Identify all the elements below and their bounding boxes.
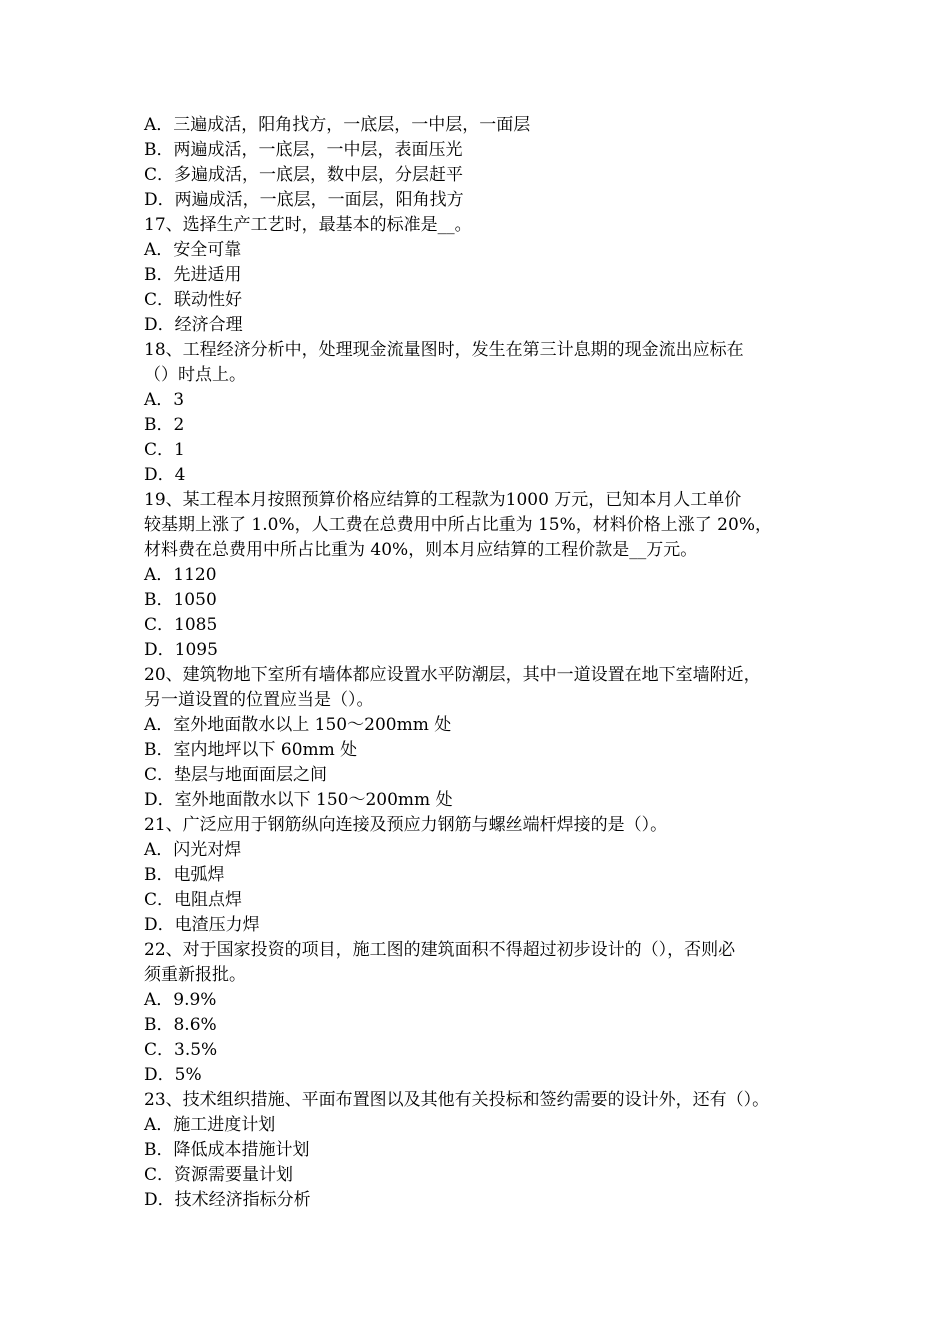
option-line: D．5% xyxy=(144,1065,202,1085)
option-line: D．技术经济指标分析 xyxy=(144,1190,311,1210)
option-line: C．1 xyxy=(144,440,185,460)
option-line: C．多遍成活，一底层，数中层，分层赶平 xyxy=(144,165,464,185)
question-22: 22、对于国家投资的项目，施工图的建筑面积不得超过初步设计的（），否则必 xyxy=(144,940,736,960)
option-line: A．9.9% xyxy=(144,990,217,1010)
option-line: D．1095 xyxy=(144,640,218,660)
option-line: D．电渣压力焊 xyxy=(144,915,260,935)
question-19-cont: 材料费在总费用中所占比重为 40%，则本月应结算的工程价款是__万元。 xyxy=(144,540,698,560)
option-line: B．电弧焊 xyxy=(144,865,225,885)
option-line: C．垫层与地面面层之间 xyxy=(144,765,328,785)
option-line: D．4 xyxy=(144,465,186,485)
option-line: A．安全可靠 xyxy=(144,240,242,260)
question-22-cont: 须重新报批。 xyxy=(144,965,246,985)
option-line: A．3 xyxy=(144,390,185,410)
option-line: A．1120 xyxy=(144,565,217,585)
option-line: C．联动性好 xyxy=(144,290,243,310)
option-line: B．2 xyxy=(144,415,185,435)
option-line: A．三遍成活，阳角找方，一底层，一中层，一面层 xyxy=(144,115,531,135)
question-17: 17、选择生产工艺时，最基本的标准是__。 xyxy=(144,215,472,235)
option-line: A．施工进度计划 xyxy=(144,1115,276,1135)
option-line: B．降低成本措施计划 xyxy=(144,1140,310,1160)
option-line: C．3.5% xyxy=(144,1040,218,1060)
option-line: B．先进适用 xyxy=(144,265,242,285)
option-line: B．两遍成活，一底层，一中层，表面压光 xyxy=(144,140,463,160)
question-18-cont: （）时点上。 xyxy=(144,365,246,385)
question-20: 20、建筑物地下室所有墙体都应设置水平防潮层，其中一道设置在地下室墙附近， xyxy=(144,665,761,685)
option-line: A．闪光对焊 xyxy=(144,840,242,860)
question-21: 21、广泛应用于钢筋纵向连接及预应力钢筋与螺丝端杆焊接的是（）。 xyxy=(144,815,668,835)
option-line: C．1085 xyxy=(144,615,218,635)
option-line: C．电阻点焊 xyxy=(144,890,243,910)
option-line: B．1050 xyxy=(144,590,217,610)
question-18: 18、工程经济分析中，处理现金流量图时，发生在第三计息期的现金流出应标在 xyxy=(144,340,744,360)
question-23: 23、技术组织措施、平面布置图以及其他有关投标和签约需要的设计外，还有（）。 xyxy=(144,1090,770,1110)
option-line: D．经济合理 xyxy=(144,315,243,335)
option-line: B．8.6% xyxy=(144,1015,217,1035)
option-line: C．资源需要量计划 xyxy=(144,1165,294,1185)
option-line: A．室外地面散水以上 150～200mm 处 xyxy=(144,715,452,735)
question-19: 19、某工程本月按照预算价格应结算的工程款为1000 万元，已知本月人工单价 xyxy=(144,490,742,510)
option-line: B．室内地坪以下 60mm 处 xyxy=(144,740,358,760)
question-19-cont: 较基期上涨了 1.0%，人工费在总费用中所占比重为 15%，材料价格上涨了 20%， xyxy=(144,515,772,535)
option-line: D．室外地面散水以下 150～200mm 处 xyxy=(144,790,453,810)
document-body xyxy=(144,113,810,1213)
question-20-cont: 另一道设置的位置应当是（）。 xyxy=(144,690,374,710)
option-line: D．两遍成活，一底层，一面层，阳角找方 xyxy=(144,190,464,210)
